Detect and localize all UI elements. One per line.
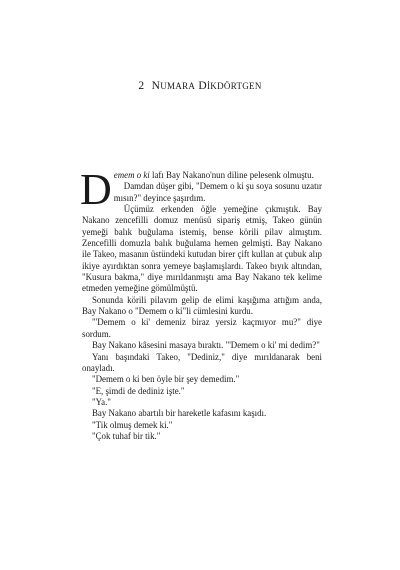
opening-rest: lafı Bay Nakano'nun diline pelesenk olmuştu. [149,170,314,180]
drop-cap: D [80,165,112,214]
paragraph: Bay Nakano abartılı bir hareketle kafasını kaşıdı. [92,408,267,419]
chapter-number: 2 [138,80,145,92]
paragraph: Damdan düşer gibi, "Demem o ki şu soya sosunu uzatır mısın?" deyince şaşırdım. [113,181,322,203]
paragraph: Yanı başındaki Takeo, "Dediniz," diye mırıldanarak beni onayladı. [82,351,322,373]
opening-italic-lead: emem o ki [113,170,150,180]
paragraph: Sonunda körili pilavım gelip de elimi kaşığıma attığım anda, Bay Nakano o "Demem o ki"li cümlesini kurdu. [82,294,322,317]
body-text [80,165,322,442]
paragraph: Bay Nakano kâsesini masaya bıraktı. "'Demem o ki' mi dedim?" [92,340,320,351]
chapter-title [0,80,400,92]
paragraph: "Demem o ki ben öyle bir şey demedim." [92,374,240,385]
paragraph: "Çok tuhaf bir tik." [92,430,161,441]
paragraph: "Ya." [92,396,111,407]
chapter-title-word-1-rest: UMARA [160,81,196,91]
paragraph: Üçümüz erkenden öğle yemeğine çıkmıştık. Bay Nakano zencefilli domuz menüsü sipariş etmiş, Takeo günün yemeği balık buğulama istemiş, bense körili pilav almıştım. Zencefilli domuzla balık buğulama hemen gelmişti. Bay Nakano ile Takeo, masanın üstündeki kutudan birer çift kullan at çubuk alıp ikiye ayırdıktan sonra yemeye başlamışlardı. Takeo bıyık altından, "Kusura bakma," diye mırıldanmıştı ama Bay Nakano tek kelime etmeden yemeğine gömülmüştü. [82,204,322,294]
chapter-title-word-1-initial: N [151,80,161,92]
paragraph: "Tik olmuş demek ki." [92,419,173,430]
paragraph: "'Demem o ki' demeniz biraz yersiz kaçmıyor mu?" diye sordum. [82,317,322,339]
chapter-title-word-2-rest: İKDÖRTGEN [207,81,262,91]
paragraph: "E, şimdi de dediniz işte." [92,385,185,396]
chapter-title-word-2-initial: D [198,80,207,92]
